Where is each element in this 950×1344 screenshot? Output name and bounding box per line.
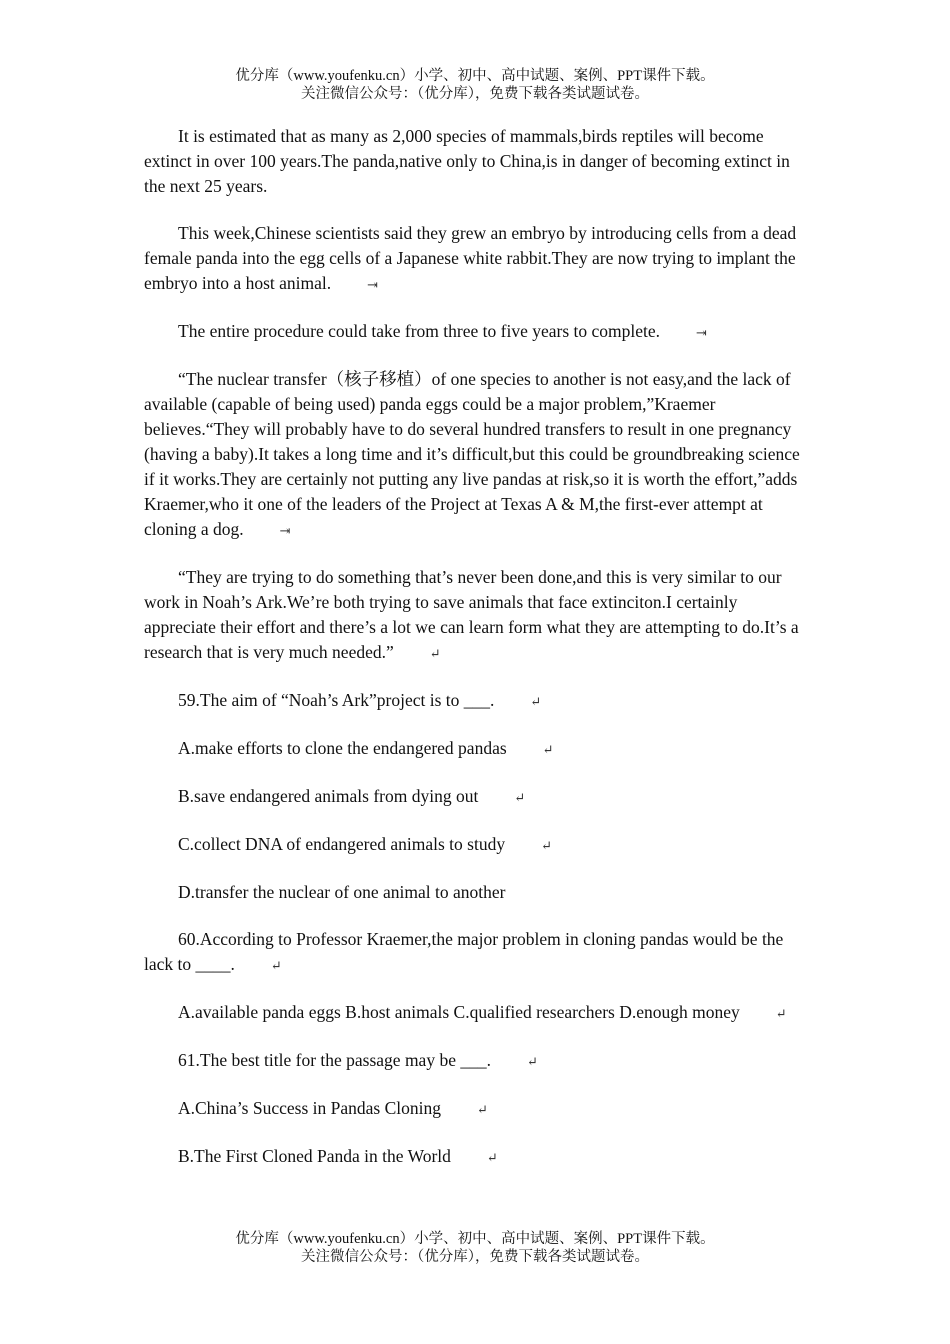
question-61-option-a: A.China’s Success in Pandas Cloning ↵	[144, 1096, 806, 1122]
paragraph-mark-icon: ⇥	[367, 277, 379, 292]
footer-line-2: 关注微信公众号：（优分库），免费下载各类试题试卷。	[301, 1249, 649, 1265]
question-61: 61.The best title for the passage may be ___. ↵	[144, 1048, 806, 1074]
line-break-icon: ↵	[486, 1150, 498, 1165]
line-break-icon: ↵	[514, 790, 526, 805]
paragraph-mark-icon: ⇥	[279, 523, 291, 538]
line-break-icon: ↵	[775, 1006, 787, 1021]
question-60-options: A.available panda eggs B.host animals C.qualified researchers D.enough money ↵	[144, 1000, 806, 1026]
line-break-icon: ↵	[429, 646, 441, 661]
question-60: 60.According to Professor Kraemer,the major problem in cloning pandas would be the lack to ____. ↵	[144, 927, 806, 978]
question-59: 59.The aim of “Noah’s Ark”project is to ___. ↵	[144, 688, 806, 714]
question-59-option-c: C.collect DNA of endangered animals to study ↵	[144, 832, 806, 858]
paragraph-1: It is estimated that as many as 2,000 species of mammals,birds reptiles will become extinct in over 100 years.The panda,native only to China,is in danger of becoming extinct in the next 25 years.	[144, 126, 790, 196]
line-break-icon: ↵	[476, 1102, 488, 1117]
header-line-2: 关注微信公众号：（优分库），免费下载各类试题试卷。	[301, 86, 649, 102]
page-header	[0, 67, 950, 103]
paragraph-5: “They are trying to do something that’s never been done,and this is very similar to our work in Noah’s Ark.We’re both trying to save animals that face extinciton.I certainly appreciate their effort and there’s a lot we can learn form what they are attempting to do.It’s a research that is very much needed.” ↵	[144, 565, 806, 666]
line-break-icon: ↵	[541, 838, 552, 853]
question-59-option-a: A.make efforts to clone the endangered pandas ↵	[144, 736, 806, 762]
question-59-option-b: B.save endangered animals from dying out ↵	[144, 784, 806, 810]
question-59-option-d: D.transfer the nuclear of one animal to another	[178, 882, 506, 902]
line-break-icon: ↵	[530, 694, 542, 709]
paragraph-mark-icon: ⇥	[696, 325, 707, 340]
paragraph-3: The entire procedure could take from three to five years to complete. ⇥	[144, 319, 806, 345]
line-break-icon: ↵	[526, 1054, 538, 1069]
paragraph-4: “The nuclear transfer（核子移植）of one species to another is not easy,and the lack of available (capable of being used) panda eggs could be a major problem,”Kraemer believes.“They will probably have to do several hundred transfers to result in one pregnancy (having a baby).It takes a long time and it’s difficult,but this could be groundbreaking science if it works.They are certainly not putting any live pandas at risk,so it is worth the effort,”adds Kraemer,who it one of the leaders of the Project at Texas A & M,the first-ever attempt at cloning a dog. ⇥	[144, 367, 806, 543]
header-line-1: 优分库（www.youfenku.cn）小学、初中、高中试题、案例、PPT课件下载。	[235, 68, 715, 84]
page-footer	[0, 1230, 950, 1266]
footer-line-1: 优分库（www.youfenku.cn）小学、初中、高中试题、案例、PPT课件下载。	[235, 1231, 715, 1247]
question-61-option-b: B.The First Cloned Panda in the World ↵	[144, 1144, 806, 1170]
line-break-icon: ↵	[270, 958, 282, 973]
paragraph-2: This week,Chinese scientists said they grew an embryo by introducing cells from a dead female panda into the egg cells of a Japanese white rabbit.They are now trying to implant the embryo into a host animal. ⇥	[144, 221, 806, 297]
document-body	[144, 124, 806, 1192]
line-break-icon: ↵	[542, 742, 554, 757]
